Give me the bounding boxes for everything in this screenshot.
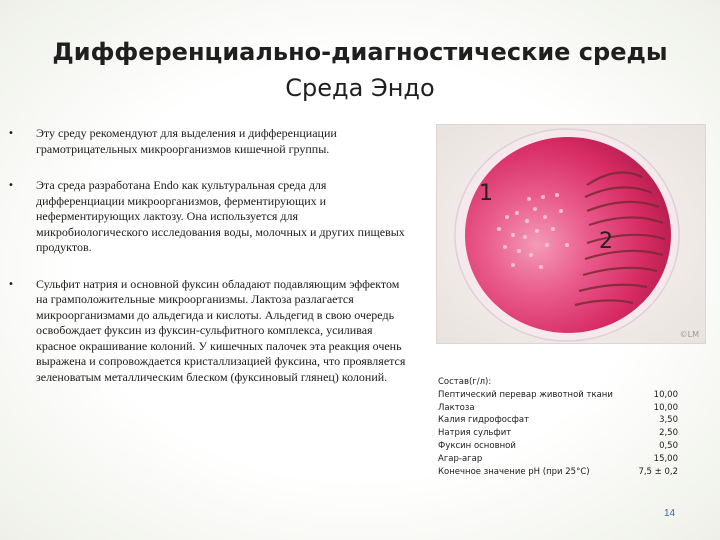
composition-row — [438, 427, 678, 440]
ingredient-value: 3,50 — [659, 415, 678, 426]
ingredient-name: Фуксин основной — [438, 440, 516, 451]
ingredient-name: Конечное значение рН (при 25°С) — [438, 466, 590, 477]
bullet-list — [8, 126, 406, 406]
petri-dish-image — [437, 125, 705, 343]
slide-title-block — [0, 34, 720, 106]
bullet-text: Сульфит натрия и основной фуксин обладают подавляющим эффектом на грамположительные микроорганизмы. Лактоза разлагается микроорганизмами до альдегида и кислоты. Альдегид в свою очередь освобождает фуксин из фуксин-сульфитного комплекса, усиливая красное окрашивание колоний. У кишечных палочек эта реакция очень выражена и сопровождается кристаллизацией фуксина, что проявляется зеленоватым металлическим блеском (фуксиновый глянец) колоний. — [36, 276, 406, 384]
ingredient-name: Калия гидрофосфат — [438, 415, 530, 426]
composition-heading: Состав(г/л): — [438, 377, 492, 387]
composition-block — [438, 376, 678, 478]
bullet-dot-icon: • — [8, 180, 14, 191]
bullet-text: Эту среду рекомендуют для выделения и дифференциации грамотрицательных микроорганизмов кишечной группы. — [36, 126, 337, 156]
composition-row — [438, 414, 678, 427]
bullet-item — [8, 126, 406, 157]
slide-title: Дифференциально-диагностические среды — [52, 38, 668, 66]
bullet-dot-icon: • — [8, 278, 14, 290]
composition-row — [438, 402, 678, 415]
composition-row — [438, 389, 678, 402]
ingredient-name: Пептический перевар животной ткани — [438, 389, 613, 400]
page-number: 14 — [664, 508, 676, 519]
bullet-dot-icon: • — [8, 128, 14, 139]
composition-row — [438, 466, 678, 479]
bullet-item — [8, 276, 406, 386]
bullet-text: Эта среда разработана Endo как культуральная среда для дифференциации микроорганизмов, ферментирующих и неферментирующих лактозу. Она используется для микробиологического исследования воды, молочных и других пищевых продуктов. — [36, 178, 405, 254]
ingredient-value: 10,00 — [653, 389, 678, 400]
petri-dish-photo — [436, 124, 706, 344]
ingredient-value: 15,00 — [653, 453, 678, 464]
photo-watermark: ©LM — [679, 330, 699, 339]
composition-row — [438, 440, 678, 453]
zone-label-2: 2 — [599, 229, 613, 254]
ingredient-name: Агар-агар — [438, 453, 483, 464]
ingredient-value: 7,5 ± 0,2 — [638, 466, 678, 477]
ingredient-value: 2,50 — [659, 428, 678, 439]
slide-subtitle: Среда Эндо — [285, 74, 435, 102]
ingredient-value: 10,00 — [653, 402, 678, 413]
zone-label-1: 1 — [479, 181, 493, 206]
ingredient-name: Натрия сульфит — [438, 428, 512, 439]
composition-row — [438, 453, 678, 466]
ingredient-name: Лактоза — [438, 402, 475, 413]
bullet-item — [8, 178, 406, 256]
ingredient-value: 0,50 — [659, 440, 678, 451]
